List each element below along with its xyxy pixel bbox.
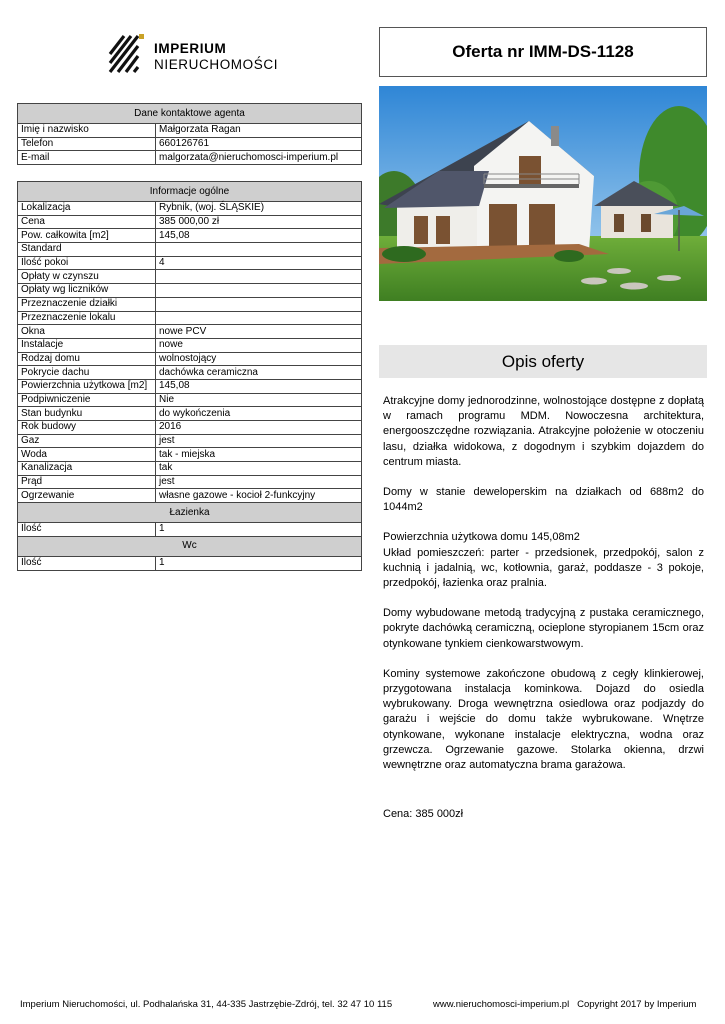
row-value: do wykończenia [156,407,362,421]
row-value: Małgorzata Ragan [156,124,362,138]
row-label: Woda [18,448,156,462]
row-value: tak [156,462,362,476]
table-row [18,352,362,366]
table-row [18,311,362,325]
row-label: Przeznaczenie działki [18,297,156,311]
table-row [18,151,362,165]
description-title: Opis oferty [501,351,585,371]
row-value: 385 000,00 zł [156,215,362,229]
row-label: Pokrycie dachu [18,366,156,380]
logo-stripes-icon [108,32,148,74]
row-label: Stan budynku [18,407,156,421]
row-label: Powierzchnia użytkowa [m2] [18,379,156,393]
description-paragraph: Domy wybudowane metodą tradycyjną z pustaka ceramicznego, pokryte dachówką ceramiczną, ocieplone styropianem 15cm oraz otynkowane tynkiem cienkowarstwowym. [383,607,704,650]
row-label: Kanalizacja [18,462,156,476]
row-label: Telefon [18,137,156,151]
row-value: jest [156,434,362,448]
table-row [18,124,362,138]
row-value [156,297,362,311]
row-value: 1 [156,556,362,570]
table-row [18,379,362,393]
general-info-table [17,181,362,571]
footer-site-copyright: www.nieruchomosci-imperium.pl Copyright 2017 by Imperium [433,999,697,1010]
table-row [18,270,362,284]
description-paragraph: Atrakcyjne domy jednorodzinne, wolnostojące dostępne z dopłatą w ramach programu MDM. Nowoczesna architektura, energooszczędne rozwiązania. Atrakcyjne położenie w otoczeniu lasu, działka widokowa, z dogodnym i szybkim dojazdem do centrum miasta. [383,395,704,468]
table-row [18,325,362,339]
table-row [18,475,362,489]
table-row [18,489,362,503]
table-row [18,338,362,352]
description-price: Cena: 385 000zł [383,808,464,821]
table-row [18,448,362,462]
logo-text-imperium: IMPERIUM [154,41,227,56]
row-value: dachówka ceramiczna [156,366,362,380]
house-illustration [379,86,707,301]
table-row [18,243,362,257]
row-label: Pow. całkowita [m2] [18,229,156,243]
table-row [18,215,362,229]
table-row [18,421,362,435]
offer-description [383,394,704,837]
description-paragraph: Powierzchnia użytkowa domu 145,08m2 [383,531,580,544]
table-row [18,434,362,448]
row-label: Podpiwniczenie [18,393,156,407]
row-value [156,311,362,325]
description-paragraph: Domy w stanie deweloperskim na działkach od 688m2 do 1044m2 [383,486,704,514]
row-label: Ilość [18,556,156,570]
row-value: 1 [156,523,362,537]
table-row [18,523,362,537]
row-label: Cena [18,215,156,229]
table-row [18,556,362,570]
row-label: Gaz [18,434,156,448]
row-value: 2016 [156,421,362,435]
row-value [156,284,362,298]
row-value [156,243,362,257]
row-value: własne gazowe - kocioł 2-funkcyjny [156,489,362,503]
row-label: Opłaty wg liczników [18,284,156,298]
row-value: wolnostojący [156,352,362,366]
general-table-header: Informacje ogólne [18,182,362,202]
table-row [18,462,362,476]
table-row [18,137,362,151]
row-value: 145,08 [156,379,362,393]
agent-contact-table [17,103,362,165]
row-value: nowe [156,338,362,352]
row-label: Okna [18,325,156,339]
table-row [18,202,362,216]
row-value: jest [156,475,362,489]
table-row [18,407,362,421]
table-row [18,229,362,243]
offer-number: Oferta nr IMM-DS-1128 [452,42,634,61]
row-label: E-mail [18,151,156,165]
row-label: Opłaty w czynszu [18,270,156,284]
table-row [18,256,362,270]
logo-text-nieruchomosci: NIERUCHOMOŚCI [154,57,279,72]
company-logo [108,32,278,78]
row-label: Ogrzewanie [18,489,156,503]
description-paragraph: Kominy systemowe zakończone obudową z cegły klinkierowej, przygotowana instalacja kominkowa. Dojazd do osiedla wybrukowany. Droga wewnętrzna osiedlowa oraz podjazdy do garażu i wejście do domu także wybrukowane. Wnętrze otynkowane, wykonane instalacje elektryczna, wodna oraz grzewcza. Ogrzewanie gazowe. Stolarka okienna, drzwi wewnętrzne oraz automatyczna brama garażowa. [383,667,704,772]
house-photo [379,86,707,301]
row-label: Prąd [18,475,156,489]
row-value: 660126761 [156,137,362,151]
row-value: nowe PCV [156,325,362,339]
agent-email: malgorzata@nieruchomosci-imperium.pl [156,151,362,165]
row-value [156,270,362,284]
row-label: Imię i nazwisko [18,124,156,138]
row-label: Przeznaczenie lokalu [18,311,156,325]
description-paragraph: Układ pomieszczeń: parter - przedsionek, przedpokój, salon z kuchnią i jadalnią, wc, kotłownia, garaż, poddasze - 3 pokoje, przedpokój, łazienka oraz pralnia. [383,546,704,590]
table-row [18,393,362,407]
row-value: 145,08 [156,229,362,243]
footer-address: Imperium Nieruchomości, ul. Podhalańska 31, 44-335 Jastrzębie-Zdrój, tel. 32 47 10 115 [20,999,393,1010]
row-label: Lokalizacja [18,202,156,216]
row-label: Standard [18,243,156,257]
row-label: Rok budowy [18,421,156,435]
row-value: Rybnik, (woj. ŚLĄSKIE) [156,202,362,216]
bathroom-section-header: Łazienka [18,503,362,523]
row-label: Ilość pokoi [18,256,156,270]
description-title-bar [379,345,707,378]
agent-table-header: Dane kontaktowe agenta [18,104,362,124]
row-label: Rodzaj domu [18,352,156,366]
table-row [18,366,362,380]
table-row [18,284,362,298]
wc-section-header: Wc [18,536,362,556]
row-value: tak - miejska [156,448,362,462]
row-value: Nie [156,393,362,407]
row-label: Instalacje [18,338,156,352]
offer-number-box [379,27,707,77]
row-label: Ilość [18,523,156,537]
table-row [18,297,362,311]
row-value: 4 [156,256,362,270]
